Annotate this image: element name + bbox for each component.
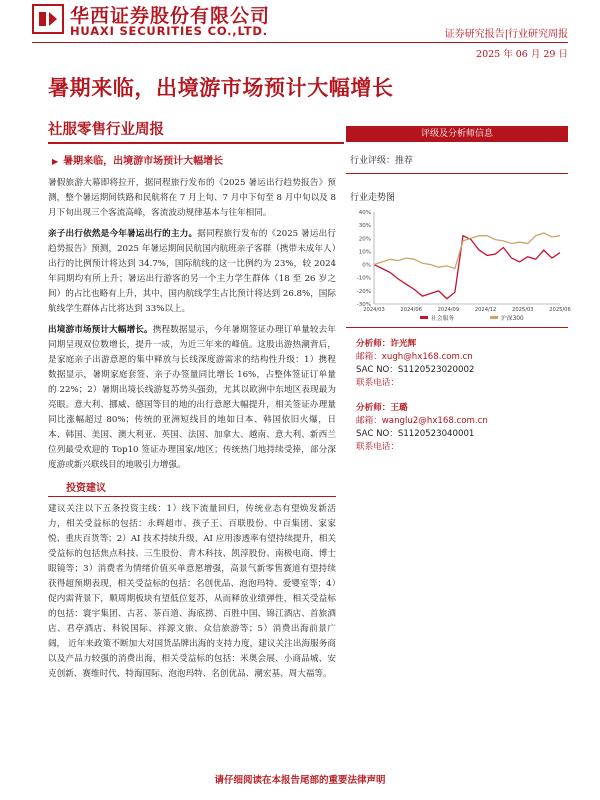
header-divider — [32, 42, 568, 43]
analyst-label: 分析师： — [356, 403, 391, 413]
section-heading — [52, 152, 336, 167]
triangle-bullet-icon: ▶ — [52, 157, 59, 166]
x-tick-label: 2024/03 — [363, 307, 385, 313]
rating-divider — [346, 173, 568, 174]
company-name-cn: 华西证券股份有限公司 — [70, 5, 271, 27]
legend-swatch — [420, 316, 428, 319]
investment-divider — [48, 496, 336, 497]
analyst-phone: 联系电话： — [356, 442, 399, 452]
y-tick-label: 40% — [358, 210, 371, 216]
x-tick-label: 2025/03 — [512, 307, 534, 313]
main-content — [48, 152, 336, 688]
analyst-sac: SAC NO：S1120523040001 — [356, 429, 475, 439]
analyst-block-1 — [356, 338, 474, 390]
paragraph-4: 建议关注以下五条投资主线：1）线下流量回归，传统业态有望焕发新活力，相关受益标的包括：永辉超市、孩子王、百联股份、中百集团、家家悦、重庆百货等；2）AI 技术持续升级，AI 应用渗透率有望持续提升，相关受益标的包括焦点科技、三生股份、青木科技、凯淳股份、南极电商、博士眼镜等；3）消费者为情绪价值买单意愿增强，高景气新零售赛道有望持续获得超预期表现，相关受益标的包括：名创优品、泡泡玛特、爱婴室等；4）促内需背景下，顺周期板块有望低位复苏，从而释放业绩弹性，相关受益标的包括：寰宇集团、古茗、茶百道、海底捞、百胜中国、锦江酒店、首旅酒店、君亭酒店、科锐国际、祥源文旅、众信旅游等；5）消费出海前景广阔， 近年来政策不断加大对国货品牌出海的支持力度，建议关注出海服务商以及产品力较强的消费出海，相关受益标的包括：米奥会展、小商品城、安克创新、赛维时代、特海国际、泡泡玛特、名创优品、潮宏基、周大福等。 — [48, 504, 336, 679]
series-line — [374, 236, 560, 299]
industry-trend-chart — [350, 208, 571, 324]
analyst-name: 许光辉 — [390, 339, 417, 349]
analyst-email: 邮箱：wanglu2@hx168.com.cn — [356, 416, 488, 426]
report-title: 暑期来临，出境游市场预计大幅增长 — [48, 75, 394, 100]
analyst-phone: 联系电话： — [356, 378, 399, 388]
paragraph-3 — [48, 323, 336, 473]
x-tick-label: 2024/12 — [474, 307, 497, 313]
x-tick-label: 2025/06 — [549, 307, 571, 313]
rating-box-title: 评级及分析师信息 — [346, 126, 568, 142]
report-date: 2025 年 06 月 29 日 — [476, 49, 568, 60]
x-tick-label: 2024/09 — [437, 307, 460, 313]
trend-chart-title: 行业走势图 — [350, 193, 396, 203]
y-tick-label: 30% — [358, 223, 371, 230]
legend-swatch — [490, 316, 498, 319]
subtitle-divider — [48, 142, 344, 144]
analyst-email: 邮箱：xugh@hx168.com.cn — [356, 352, 473, 362]
analyst-block-2 — [356, 402, 488, 454]
company-name-en: HUAXI SECURITIES CO.,LTD. — [70, 24, 268, 38]
report-category: 证券研究报告|行业研究周报 — [444, 29, 568, 40]
paragraph-3-lead: 出境游市场预计大幅增长。 — [48, 325, 153, 335]
y-tick-label: -10% — [356, 275, 371, 282]
section-heading-text: 暑期来临，出境游市场预计大幅增长 — [63, 156, 224, 167]
y-tick-label: 10% — [358, 249, 371, 256]
paragraph-2 — [48, 227, 336, 317]
chart-divider — [346, 327, 568, 328]
analyst-label: 分析师： — [356, 339, 391, 349]
y-tick-label: -20% — [356, 288, 371, 295]
y-tick-label: -30% — [356, 302, 371, 308]
paragraph-2-lead: 亲子出行依然是今年暑运出行的主力。 — [48, 229, 198, 239]
analyst-name: 王璐 — [390, 403, 408, 413]
y-tick-label: 20% — [358, 236, 371, 243]
paragraph-1: 暑假旅游大幕即将拉开，据同程旅行发布的《2025 暑运出行趋势报告》预测，整个暑运期间铁路和民航将在 7 月上旬、7 月中下旬至 8 月中旬以及 8 月下旬出现三个客流高峰，客流波动规律基本与往年相同。 — [48, 178, 336, 218]
investment-heading: 投资建议 — [66, 483, 106, 494]
report-subtitle: 社服零售行业周报 — [48, 121, 164, 138]
legend-label: 社会服务 — [431, 316, 455, 322]
legal-disclaimer-footer: 请仔细阅读在本报告尾部的重要法律声明 — [214, 775, 386, 786]
paragraph-3-body: 携程数据显示，今年暑期签证办理订单量较去年同期呈现双位数增长，提升一成，为近三年来的峰值。这股出游热潮背后，是家庭亲子出游意愿的集中释放与长线深度游需求的结构性升级：1）携程数据显示，暑期家庭套签、亲子办签量同比增长 16%，占整体签证订单量的 22%；2）暑期出境长线游复苏势头强劲，尤其以欧洲中东地区表现最为亮眼。意大利、挪威、德国等目的地的出行意愿大幅提升，相关签证办理量同比涨幅超过 80%；传统的亚洲短线目的地如日本、韩国依旧火爆，日本、韩国、美国、澳大利亚、英国、法国、加拿大、越南、意大利、新西兰位列最受欢迎的 Top10 签证办理国家/地区；传统热门地持续受捧，部分深度游或新兴联线目的地吸引力增强。 — [48, 325, 336, 470]
paragraph-2-body: 据同程旅行发布的《2025 暑运出行趋势报告》预测，2025 年暑运期间民航国内航班亲子客群（携带未成年人）出行的比例预计将达到 34.7%，国际航线的这一比例约为 23%，较 2024 年同期均有所上升；暑运出行游客的另一个主力学生群体（18 至 26 岁之间）的占比也略有上升，其中，国内航线学生占比预计将达到 26.8%，国际航线学生群体占比将达到 33%以上。 — [48, 229, 336, 314]
company-logo-icon — [32, 4, 64, 34]
analyst-sac: SAC NO：S1120523020002 — [356, 365, 475, 375]
industry-rating: 行业评级：推荐 — [350, 156, 414, 166]
x-tick-label: 2024/06 — [400, 307, 422, 313]
y-tick-label: 0% — [362, 262, 371, 269]
legend-label: 沪深300 — [501, 316, 524, 322]
